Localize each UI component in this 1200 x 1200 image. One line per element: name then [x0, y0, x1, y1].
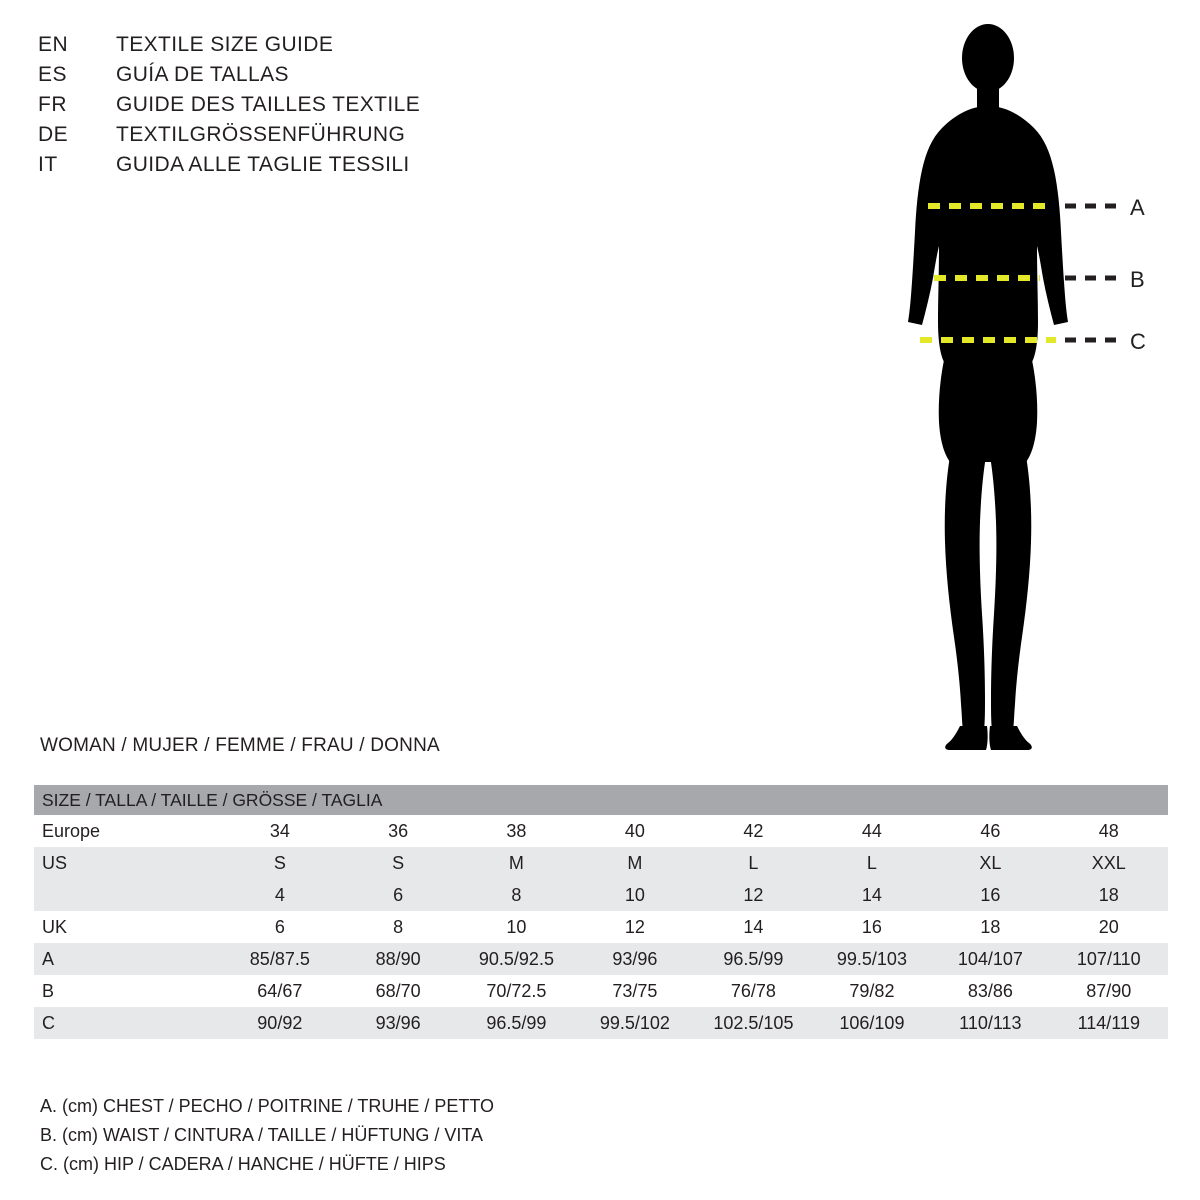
cell-a-0: 85/87.5	[221, 943, 339, 975]
cell-us-1: S	[339, 847, 457, 879]
cell-c-7: 114/119	[1050, 1007, 1168, 1039]
cell-b-0: 64/67	[221, 975, 339, 1007]
table-row-a	[34, 943, 1168, 975]
cell-c-0: 90/92	[221, 1007, 339, 1039]
cell-europe-3: 40	[576, 815, 694, 847]
body-measurement-figure	[860, 10, 1180, 755]
title-text-it: GUIDA ALLE TAGLIE TESSILI	[116, 153, 410, 176]
woman-section-heading: WOMAN / MUJER / FEMME / FRAU / DONNA	[40, 735, 440, 756]
title-lang-en: EN	[38, 33, 69, 56]
cell-a-4: 96.5/99	[694, 943, 813, 975]
row-label-us-numeric	[34, 879, 221, 911]
cell-b-5: 79/82	[813, 975, 931, 1007]
cell-europe-1: 36	[339, 815, 457, 847]
cell-c-2: 96.5/99	[457, 1007, 576, 1039]
table-row-c	[34, 1007, 1168, 1039]
title-lang-es: ES	[38, 63, 68, 86]
cell-us-5: L	[813, 847, 931, 879]
cell-a-5: 99.5/103	[813, 943, 931, 975]
title-text-es: GUÍA DE TALLAS	[116, 63, 289, 86]
title-row-es	[38, 60, 638, 90]
cell-uk-6: 18	[931, 911, 1049, 943]
cell-europe-2: 38	[457, 815, 576, 847]
title-block	[38, 30, 638, 180]
cell-a-2: 90.5/92.5	[457, 943, 576, 975]
cell-usnum-6: 16	[931, 879, 1049, 911]
table-row-us	[34, 847, 1168, 879]
table-header-label: SIZE / TALLA / TAILLE / GRÖSSE / TAGLIA	[34, 785, 1168, 815]
table-header-row	[34, 785, 1168, 815]
row-label-us: US	[34, 847, 221, 879]
cell-a-3: 93/96	[576, 943, 694, 975]
title-row-fr	[38, 90, 638, 120]
title-lang-fr: FR	[38, 93, 67, 116]
cell-europe-6: 46	[931, 815, 1049, 847]
table-row-b	[34, 975, 1168, 1007]
title-row-de	[38, 120, 638, 150]
cell-b-6: 83/86	[931, 975, 1049, 1007]
footnote-a: A. (cm) CHEST / PECHO / POITRINE / TRUHE / PETTO	[40, 1096, 495, 1116]
footnotes	[40, 1092, 940, 1179]
row-label-a: A	[34, 943, 221, 975]
cell-c-4: 102.5/105	[694, 1007, 813, 1039]
cell-uk-5: 16	[813, 911, 931, 943]
female-body-silhouette-icon	[860, 10, 1180, 755]
cell-europe-7: 48	[1050, 815, 1168, 847]
cell-us-4: L	[694, 847, 813, 879]
row-label-b: B	[34, 975, 221, 1007]
cell-b-2: 70/72.5	[457, 975, 576, 1007]
title-lang-de: DE	[38, 123, 69, 146]
cell-us-6: XL	[931, 847, 1049, 879]
marker-label-a: A	[1130, 195, 1145, 220]
cell-us-7: XXL	[1050, 847, 1168, 879]
cell-c-5: 106/109	[813, 1007, 931, 1039]
footnote-c: C. (cm) HIP / CADERA / HANCHE / HÜFTE / HIPS	[40, 1154, 446, 1174]
size-chart-table	[34, 785, 1168, 1039]
row-label-uk: UK	[34, 911, 221, 943]
cell-c-1: 93/96	[339, 1007, 457, 1039]
title-text-de: TEXTILGRÖSSENFÜHRUNG	[116, 123, 406, 146]
title-row-en	[38, 30, 638, 60]
cell-uk-7: 20	[1050, 911, 1168, 943]
cell-uk-4: 14	[694, 911, 813, 943]
cell-b-7: 87/90	[1050, 975, 1168, 1007]
table-row-us-numeric	[34, 879, 1168, 911]
cell-usnum-5: 14	[813, 879, 931, 911]
marker-label-c: C	[1130, 329, 1146, 354]
cell-usnum-0: 4	[221, 879, 339, 911]
cell-us-2: M	[457, 847, 576, 879]
cell-a-1: 88/90	[339, 943, 457, 975]
marker-label-b: B	[1130, 267, 1145, 292]
cell-europe-4: 42	[694, 815, 813, 847]
cell-b-4: 76/78	[694, 975, 813, 1007]
cell-c-6: 110/113	[931, 1007, 1049, 1039]
cell-europe-0: 34	[221, 815, 339, 847]
cell-us-0: S	[221, 847, 339, 879]
cell-uk-0: 6	[221, 911, 339, 943]
cell-uk-3: 12	[576, 911, 694, 943]
table-row-uk	[34, 911, 1168, 943]
title-lang-it: IT	[38, 153, 58, 176]
cell-c-3: 99.5/102	[576, 1007, 694, 1039]
title-row-it	[38, 150, 638, 180]
cell-uk-2: 10	[457, 911, 576, 943]
title-text-fr: GUIDE DES TAILLES TEXTILE	[116, 93, 421, 116]
cell-a-7: 107/110	[1050, 943, 1168, 975]
cell-us-3: M	[576, 847, 694, 879]
table-row-europe	[34, 815, 1168, 847]
title-text-en: TEXTILE SIZE GUIDE	[116, 33, 334, 56]
cell-uk-1: 8	[339, 911, 457, 943]
cell-europe-5: 44	[813, 815, 931, 847]
cell-usnum-2: 8	[457, 879, 576, 911]
footnote-b: B. (cm) WAIST / CINTURA / TAILLE / HÜFTUNG / VITA	[40, 1125, 484, 1145]
cell-usnum-3: 10	[576, 879, 694, 911]
cell-b-1: 68/70	[339, 975, 457, 1007]
row-label-europe: Europe	[34, 815, 221, 847]
cell-a-6: 104/107	[931, 943, 1049, 975]
cell-usnum-7: 18	[1050, 879, 1168, 911]
cell-usnum-1: 6	[339, 879, 457, 911]
cell-usnum-4: 12	[694, 879, 813, 911]
cell-b-3: 73/75	[576, 975, 694, 1007]
row-label-c: C	[34, 1007, 221, 1039]
